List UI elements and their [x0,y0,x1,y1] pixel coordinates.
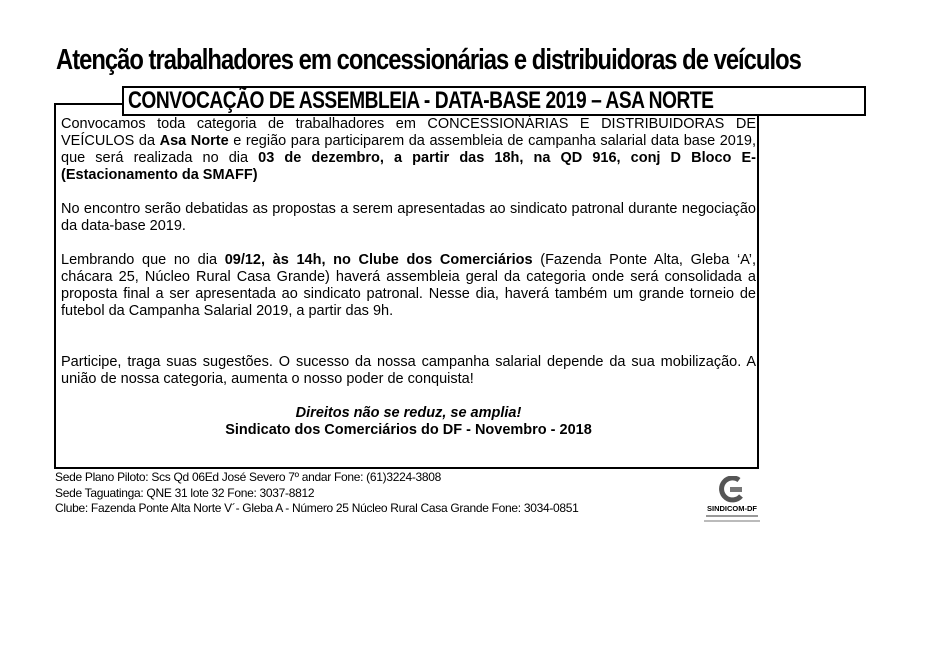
headline: Atenção trabalhadores em concessionárias e distribuidoras de veículos [56,44,801,76]
footer-line: Sede Plano Piloto: Scs Qd 06Ed José Severo 7º andar Fone: (61)3224-3808 [55,470,442,484]
convocation-content [61,116,756,439]
box-title: CONVOCAÇÃO DE ASSEMBLEIA - DATA-BASE 2019 – ASA NORTE [122,86,866,116]
sindicom-logo [700,476,764,532]
paragraph-proposals: No encontro serão debatidas as propostas a serem apresentadas ao sindicato patronal durante negociação da data-base 2019. [61,201,756,234]
footer-line: Clube: Fazenda Ponte Alta Norte V´- Gleba A - Número 25 Núcleo Rural Casa Grande Fone: 3034-0851 [55,501,579,515]
footer-addresses [55,470,579,517]
slogan: Direitos não se reduz, se amplia! [295,405,522,421]
logo-label: SINDICOM-DF [707,504,757,513]
paragraph-convocation: Convocamos toda categoria de trabalhadores em CONCESSIONÁRIAS E DISTRIBUIDORAS DE VEÍCULOS da Asa Norte e região para participarem da assembleia de campanha salarial data base 2019, que será realizada no dia 03 de dezembro, a partir das 18h, na QD 916, conj D Bloco E- (Estacionamento da SMAFF) [61,116,756,183]
paragraph-participate: Participe, traga suas sugestões. O sucesso da nossa campanha salarial depende da sua mobilização. A união de nossa categoria, aumenta o nosso poder de conquista! [61,354,756,387]
sindicom-logo-icon [717,476,747,504]
footer-line: Sede Taguatinga: QNE 31 lote 32 Fone: 3037-8812 [55,485,315,500]
signature: Sindicato dos Comerciários do DF - Novembro - 2018 [225,422,592,438]
paragraph-reminder: Lembrando que no dia 09/12, às 14h, no Clube dos Comerciários (Fazenda Ponte Alta, Gleba ‘A’, chácara 25, Núcleo Rural Casa Grande) haverá assembleia geral da categoria onde será consolidada a proposta final a ser apresentada ao sindicato patronal. Nesse dia, haverá também um grande torneio de futebol da Campanha Salarial 2019, a partir das 9h. [61,252,757,319]
